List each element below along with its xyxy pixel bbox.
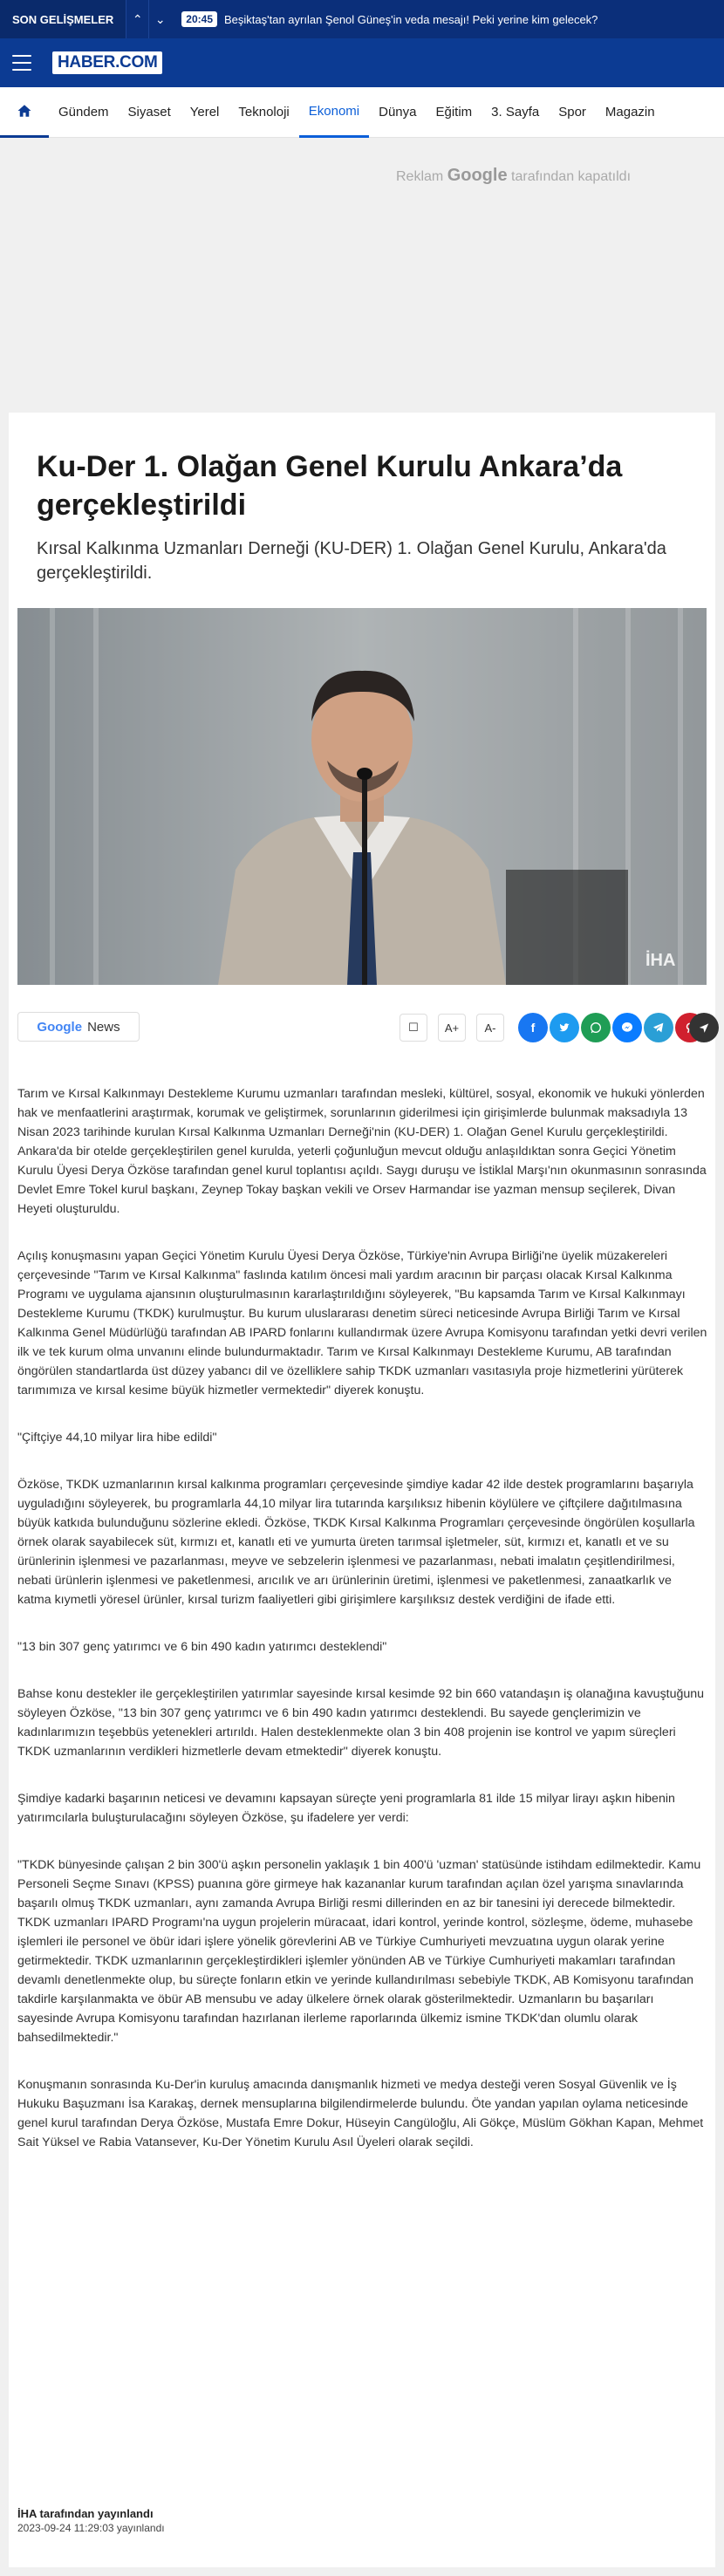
ad-closed-prefix: Reklam xyxy=(396,169,444,184)
site-header xyxy=(0,38,724,87)
article-body xyxy=(17,1084,708,2180)
whatsapp-icon xyxy=(589,1021,603,1035)
ad-closed-suffix: tarafından kapatıldı xyxy=(511,169,632,184)
category-nav xyxy=(0,87,724,138)
site-logo[interactable] xyxy=(52,51,162,74)
article-paragraph: Şimdiye kadarki başarının neticesi ve devamını kapsayan süreçte yeni programlarla 81 ilde 15 milyar lirayı aşkın hibenin yatırımcılarla buluşturulacağını söyleyen Özköse, şu ifadelere yer verdi: xyxy=(17,1792,675,1825)
hamburger-icon-bar xyxy=(12,62,31,64)
send-icon xyxy=(698,1022,710,1034)
nav-item-yerel[interactable]: Yerel xyxy=(189,105,220,120)
chevron-up-icon: ⌃ xyxy=(132,11,143,26)
facebook-share-button[interactable] xyxy=(518,1013,548,1042)
article-paragraph: Tarım ve Kırsal Kalkınmayı Destekleme Kurumu uzmanları tarafından mesleki, kültürel, sosyal, ekonomik ve hukuki yönlerden hak ve menfaatlerini araştırmak, korumak ve geliştirmek, sorunlarının giderilmesi için girişimlerde bulunmak maksadıyla 13 Nisan 2023 tarihinde kurulan Kırsal Kalkınma Uzmanları Derneği'nin (KU-DER) 1. Olağan Genel Kurulu gerçekleştirildi. Ankara'da bir otelde gerçekleştirilen genel kurulda, yeterli çoğunluğun mevcut olduğu anlaşıldıktan sonra Geçici Yönetim Kurulu Üyesi Derya Özköse tarafından genel kurul toplantısı açıldı. Saygı duruşu ve İstiklal Marşı'nın okunmasının sonrasında Devlet Emre Tokel kurul başkanı, Zeynep Tokay başkan vekili ve Orsev Harmandar ise yazman mensup seçilerek, Divan Heyeti oluşturuldu. xyxy=(17,1087,707,1216)
whatsapp-share-button[interactable] xyxy=(581,1013,611,1042)
ad-closed-notice xyxy=(396,166,631,186)
nav-item-spor[interactable]: Spor xyxy=(558,105,586,120)
nav-items xyxy=(49,87,665,138)
article-photo xyxy=(17,608,707,985)
nav-item-ekonomi[interactable]: Ekonomi xyxy=(299,87,369,138)
comment-icon: ☐ xyxy=(408,1021,419,1034)
google-logo-text: Google xyxy=(447,166,508,185)
article-paragraph: Bahse konu destekler ile gerçekleştirilen yatırımlar sayesinde kırsal kesimde 92 bin 660 vatandaşın iş olanağına kavuştuğunu söyleyen Özköse, "13 bin 307 genç yatırımcı ve 6 bin 490 kadın yatırımcı desteklendi. Bu sayede gençlerimizin ve kadınlarımızın teşebbüs yetenekleri artırıldı. Halen desteklenmekte olan 3 bin 408 projenin ise kontrol ve yapım süreçleri TKDK uzmanlarının verdikleri hizmetlerle devam etmektedir" diyerek konuştu. xyxy=(17,1687,705,1759)
ticker-prev-button[interactable] xyxy=(126,0,148,38)
font-decrease-button[interactable]: A- xyxy=(476,1014,504,1042)
hamburger-icon-bar xyxy=(12,55,31,57)
google-news-brand: Google xyxy=(37,1019,83,1035)
article-card xyxy=(9,413,715,2567)
article-paragraph: "TKDK bünyesinde çalışan 2 bin 300'ü aşkın personelin yaklaşık 1 bin 400'ü 'uzman' statüsünde istihdam edilmektedir. Kamu Personeli Seçme Sınavı (KPSS) puanına göre girmeye hak kazananlar kurum tarafından açılan özel yarışma sınavlarında başarılı olmuş TKDK uzmanları, aynı zamanda Avrupa Birliği resmi dillerinden en az bir tanesini iyi derecede bilmektedir. TKDK uzmanları IPARD Programı'na uygun projelerin müracaat, idari kontrol, yerinde kontrol, sözleşme, ödeme, muhasebe işlemleri ile personel ve öbür idari işlere yönelik görevlerini AB ve Türkiye Cumhuriyeti mevzuatına uygun olarak yerine getirmektedir. TKDK uzmanlarının gerçekleştirdikleri işlemler yönünden AB ve Türkiye Cumhuriyeti makamları tarafından devamlı denetlenmekte olup, bu süreçte fonların etkin ve yerinde kullandırılması sebebiyle TKDK, AB Komisyonu tarafından takdirle karşılanmakta ve öbür AB mensubu ve aday ülkelere örnek olarak gösterilmektedir. Uzmanların bu başarıları sayesinde Avrupa Komisyonu tarafından hazırlanan ilerleme raporlarında ülkemiz ismine TKDK'dan olumlu olarak bahsedilmektedir." xyxy=(17,1858,701,2045)
twitter-icon xyxy=(558,1022,570,1034)
nav-item-teknoloji[interactable]: Teknoloji xyxy=(238,105,290,120)
font-increase-button[interactable]: A+ xyxy=(438,1014,466,1042)
home-button[interactable] xyxy=(0,87,49,138)
ticker-next-button[interactable] xyxy=(148,0,171,38)
article-publish-date: 2023-09-24 11:29:03 yayınlandı xyxy=(17,2522,165,2534)
hamburger-icon-bar xyxy=(12,69,31,71)
breaking-news-ticker xyxy=(0,0,724,38)
article-source: İHA tarafından yayınlandı xyxy=(17,2507,154,2520)
article-paragraph: Özköse, TKDK uzmanlarının kırsal kalkınma programları çerçevesinde şimdiye kadar 42 ilde destek programlarını başarıyla uyguladığını söyleyerek, bu programlarla 44,10 milyar lira tutarında karşılıksız hibenin köylülere ve çiftçilere dağıtılmasına büyük katkıda bulunduğunu sözlerine ekledi. Özköse, TKDK Kırsal Kalkınma Programları çerçevesinde öngörülen koşullarla örnek olarak sayabilecek süt, kırmızı et, kanatlı eti ve yumurta üreten tarımsal işletmeler, süt, kırmızı et, kanatlı et ve su ürünlerinin işlenmesi ve pazarlanması, meyve ve sebzelerin işlenmesi ve pazarlanması, nebati imalatın çeşitlendirilmesi, nebati ürünlerin işlenmesi ve paketlenmesi, arıcılık ve arı ürünlerinin üretimi, işlenmesi ve paketlenmesi, zanaatkarlık ve katma kıymetli yöresel ürünler, kırsal turizm faaliyetleri gibi girişimlere karşılıksız destek verdiğini de ifade etti. xyxy=(17,1478,695,1607)
messenger-share-button[interactable] xyxy=(612,1013,642,1042)
facebook-icon: f xyxy=(530,1021,536,1035)
article-paragraph: Konuşmanın sonrasında Ku-Der'in kuruluş amacında danışmanlık hizmeti ve medya desteği veren Sosyal Güvenlik ve İş Hukuku Başuzmanı İsa Karakaş, dernek mensuplarına bilgilendirmelerde bulundu. Öte yandan yapılan oylama neticesinde genel kurul tarafından Derya Özköse, Mustafa Emre Dokur, Hüseyin Cangüloğlu, Ali Gökçe, Müslüm Gökhan Kapan, Mehmet Sait Yüksel ve Rabia Vatansever, Ku-Der Yönetim Kurulu Asıl Üyeleri olarak seçildi. xyxy=(17,2078,704,2149)
article-paragraph: Açılış konuşmasını yapan Geçici Yönetim Kurulu Üyesi Derya Özköse, Türkiye'nin Avrupa Birliği'ne üyelik müzakereleri çerçevesinde "Tarım ve Kırsal Kalkınma" faslında katılım öncesi mali yardım aracının bir parçası olacak Kırsal Kalkınma Programı ve uygulama ajansının oluşturulmasının kararlaştırıldığını söyleyerek, "Bu kapsamda Tarım ve Kırsal Kalkınmayı Destekleme Kurumu (TKDK) kurulmuştur. Bu kurum uluslararası denetim süreci neticesinde Avrupa Birliği Tarım ve Kırsal Kalkınma Genel Müdürlüğü tarafından AB IPARD fonlarını kullandırmak üzere Avrupa Komisyonu tarafından yetki devri verilen ilk ve tek kurum olma unvanını elinde bulundurmaktadır. Tarım ve Kırsal Kalkınmayı Destekleme Kurumu, AB tarafından öngörülen standartlarda üst düzey yabancı dil ve özelliklere sahip TKDK uzmanları vasıtasıyla proje hizmetlerini yürüterek tarımımıza ve kırsal kesime büyük hizmetler vermektedir" diyerek konuştu. xyxy=(17,1249,707,1397)
nav-item-dünya[interactable]: Dünya xyxy=(379,105,417,120)
nav-item-gündem[interactable]: Gündem xyxy=(58,105,109,120)
article-paragraph: "13 bin 307 genç yatırımcı ve 6 bin 490 kadın yatırımcı desteklendi" xyxy=(17,1640,387,1654)
logo-suffix: .COM xyxy=(115,53,158,72)
article-paragraph: "Çiftçiye 44,10 milyar lira hibe edildi" xyxy=(17,1431,217,1445)
nav-item-eğitim[interactable]: Eğitim xyxy=(435,105,473,120)
article-byline xyxy=(17,2507,165,2534)
article-title: Ku-Der 1. Olağan Genel Kurulu Ankara’da gerçekleştirildi xyxy=(37,450,623,522)
logo-main: HABER xyxy=(58,53,116,72)
share-toolbar xyxy=(17,1009,707,1044)
twitter-share-button[interactable] xyxy=(550,1013,579,1042)
nav-item-3-sayfa[interactable]: 3. Sayfa xyxy=(491,105,540,120)
article-lead: Kırsal Kalkınma Uzmanları Derneği (KU-DER) 1. Olağan Genel Kurulu, Ankara'da gerçekleştirildi. xyxy=(37,539,666,583)
home-icon xyxy=(17,103,32,119)
speaker-photo xyxy=(17,608,707,985)
photo-watermark: İHA xyxy=(645,951,676,970)
google-news-label: News xyxy=(87,1019,120,1035)
telegram-icon xyxy=(652,1021,666,1035)
ticker-headline-link[interactable]: Beşiktaş'tan ayrılan Şenol Güneş'in veda mesajı! Peki yerine kim gelecek? xyxy=(224,12,598,26)
google-news-button[interactable] xyxy=(17,1012,140,1042)
ticker-time: 20:45 xyxy=(181,11,217,27)
share-button[interactable] xyxy=(689,1013,719,1042)
messenger-icon xyxy=(620,1021,634,1035)
nav-item-magazin[interactable]: Magazin xyxy=(604,105,655,120)
ticker-label: SON GELİŞMELER xyxy=(0,0,126,38)
telegram-share-button[interactable] xyxy=(644,1013,673,1042)
comment-button[interactable] xyxy=(400,1014,427,1042)
chevron-down-icon: ⌄ xyxy=(154,11,166,26)
ad-slot xyxy=(0,138,724,396)
nav-item-siyaset[interactable]: Siyaset xyxy=(127,105,171,120)
menu-button[interactable] xyxy=(12,55,31,71)
